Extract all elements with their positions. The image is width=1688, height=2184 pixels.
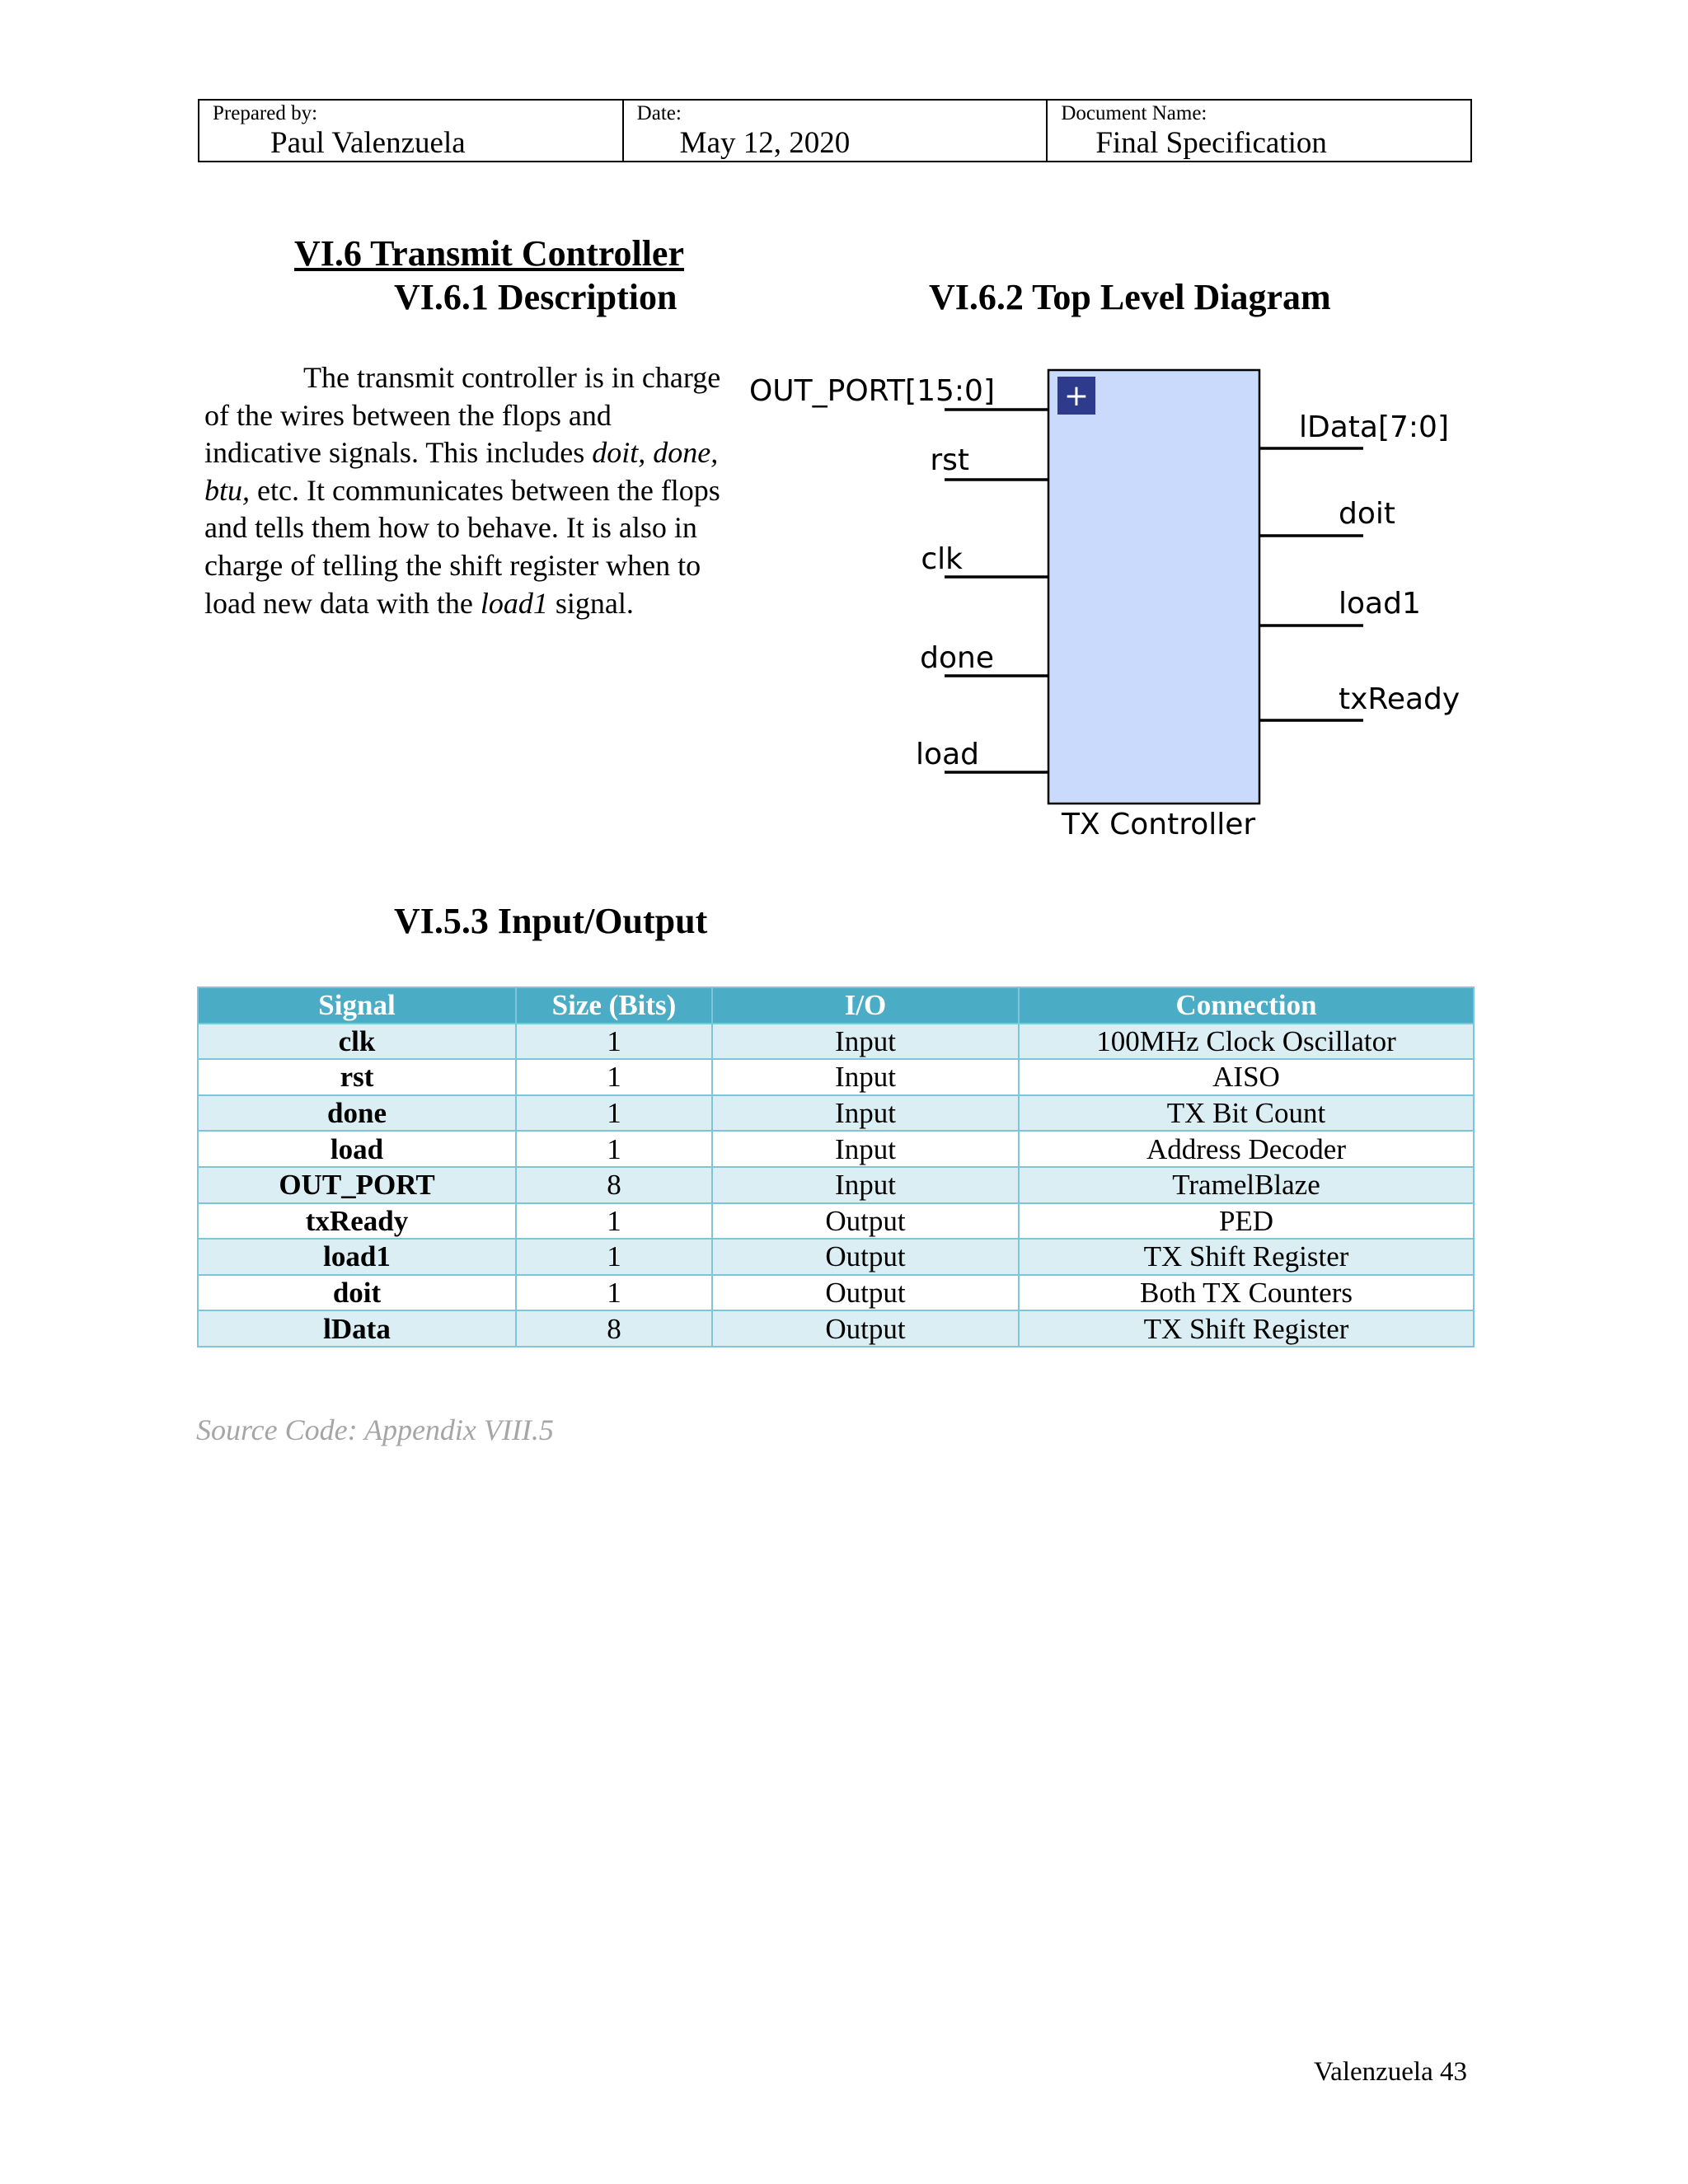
size-cell: 8 — [516, 1167, 712, 1203]
table-row — [198, 1310, 1474, 1347]
table-row — [198, 1167, 1474, 1203]
io-cell: Output — [712, 1239, 1019, 1275]
page-number: Valenzuela 43 — [1314, 2057, 1467, 2087]
connection-cell: PED — [1019, 1203, 1474, 1240]
column-header-size: Size (Bits) — [516, 987, 712, 1024]
io-cell: Output — [712, 1203, 1019, 1240]
connection-cell: Address Decoder — [1019, 1131, 1474, 1167]
io-cell: Input — [712, 1095, 1019, 1132]
size-cell: 1 — [516, 1059, 712, 1095]
input-port-rst: rst — [930, 443, 969, 477]
output-port-load1: load1 — [1339, 587, 1421, 621]
size-cell: 1 — [516, 1024, 712, 1060]
io-heading: VI.5.3 Input/Output — [394, 901, 708, 941]
signal-cell: rst — [198, 1059, 516, 1095]
table-row — [198, 1095, 1474, 1132]
date-value: May 12, 2020 — [679, 126, 851, 160]
signal-cell: clk — [198, 1024, 516, 1060]
size-cell: 8 — [516, 1310, 712, 1347]
description-italic-load1: load1 — [480, 586, 548, 620]
table-row — [198, 1059, 1474, 1095]
prepared-by-label: Prepared by: — [213, 102, 318, 124]
output-port-ldata: lData[7:0] — [1299, 410, 1449, 444]
expand-symbol: + — [1063, 379, 1090, 413]
column-header-connection: Connection — [1019, 987, 1474, 1024]
source-code-reference: Source Code: Appendix VIII.5 — [196, 1413, 554, 1446]
input-port-done: done — [920, 641, 994, 675]
signal-cell: lData — [198, 1310, 516, 1347]
top-level-diagram — [0, 0, 1688, 857]
io-cell: Input — [712, 1059, 1019, 1095]
input-port-out-port: OUT_PORT[15:0] — [748, 374, 995, 408]
table-row — [198, 1275, 1474, 1311]
connection-cell: 100MHz Clock Oscillator — [1019, 1024, 1474, 1060]
description-part-1: The transmit controller is in charge of the wires between the flops and indicative signals. This includes — [204, 361, 721, 470]
signal-cell: load1 — [198, 1239, 516, 1275]
connection-cell: Both TX Counters — [1019, 1275, 1474, 1311]
size-cell: 1 — [516, 1131, 712, 1167]
input-port-clk: clk — [921, 542, 963, 576]
table-row — [198, 1024, 1474, 1060]
io-table — [197, 987, 1475, 1347]
diagram-heading: VI.6.2 Top Level Diagram — [929, 277, 1331, 317]
date-label: Date: — [636, 102, 682, 124]
io-cell: Input — [712, 1167, 1019, 1203]
connection-cell: TramelBlaze — [1019, 1167, 1474, 1203]
input-port-load: load — [916, 738, 979, 771]
output-port-doit: doit — [1339, 497, 1395, 531]
connection-cell: TX Bit Count — [1019, 1095, 1474, 1132]
table-row — [198, 1131, 1474, 1167]
connection-cell: AISO — [1019, 1059, 1474, 1095]
io-cell: Output — [712, 1275, 1019, 1311]
signal-cell: OUT_PORT — [198, 1167, 516, 1203]
description-part-3: signal. — [547, 586, 634, 620]
document-name-label: Document Name: — [1061, 102, 1207, 124]
tx-controller-block — [1048, 370, 1259, 804]
description-italic-signals: doit, done, btu, — [204, 436, 719, 507]
size-cell: 1 — [516, 1275, 712, 1311]
document-name-value: Final Specification — [1095, 126, 1327, 160]
description-part-2: etc. It communicates between the flops and tells them how to behave. It is also in charge of telling the shift register when to load new data with the — [204, 473, 720, 620]
size-cell: 1 — [516, 1095, 712, 1132]
signal-cell: doit — [198, 1275, 516, 1311]
io-table-header-row — [198, 987, 1474, 1024]
description-heading: VI.6.1 Description — [394, 277, 678, 317]
size-cell: 1 — [516, 1239, 712, 1275]
table-row — [198, 1239, 1474, 1275]
column-header-io: I/O — [712, 987, 1019, 1024]
signal-cell: txReady — [198, 1203, 516, 1240]
signal-cell: done — [198, 1095, 516, 1132]
size-cell: 1 — [516, 1203, 712, 1240]
prepared-by-value: Paul Valenzuela — [270, 126, 466, 160]
connection-cell: TX Shift Register — [1019, 1239, 1474, 1275]
table-row — [198, 1203, 1474, 1240]
output-port-txready: txReady — [1339, 682, 1461, 716]
column-header-signal: Signal — [198, 987, 516, 1024]
connection-cell: TX Shift Register — [1019, 1310, 1474, 1347]
signal-cell: load — [198, 1131, 516, 1167]
block-label: TX Controller — [1062, 808, 1256, 841]
section-title: VI.6 Transmit Controller — [294, 233, 684, 274]
io-cell: Input — [712, 1131, 1019, 1167]
io-cell: Output — [712, 1310, 1019, 1347]
io-cell: Input — [712, 1024, 1019, 1060]
